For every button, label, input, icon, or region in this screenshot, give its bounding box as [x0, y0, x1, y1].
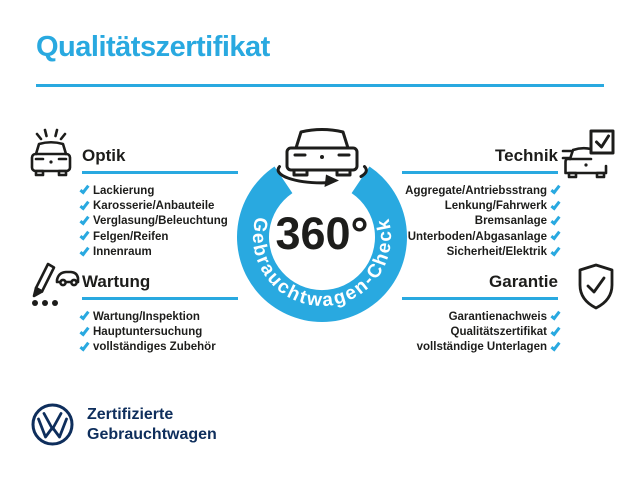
- section-wartung: [82, 272, 238, 355]
- checklist-item: Sicherheit/Elektrik: [402, 245, 558, 260]
- check-icon: [79, 184, 89, 195]
- brand-footer: [30, 402, 217, 447]
- section-optik: [82, 146, 238, 260]
- section-garantie: [402, 272, 558, 355]
- brand-claim-line1: Zertifizierte: [87, 405, 174, 423]
- section-title: Optik: [82, 146, 126, 165]
- section-title: Wartung: [82, 272, 151, 291]
- checklist-item: Verglasung/Beleuchtung: [82, 214, 238, 229]
- checklist: [82, 183, 238, 260]
- vw-logo-icon: [30, 402, 75, 447]
- check-icon: [79, 340, 89, 351]
- section-divider: [82, 171, 238, 174]
- title-divider: [36, 84, 604, 87]
- checklist-item: Garantienachweis: [402, 309, 558, 324]
- check-icon: [550, 230, 560, 241]
- checklist-item: Innenraum: [82, 245, 238, 260]
- badge-degree-label: 360°: [275, 208, 369, 259]
- check-icon: [79, 245, 89, 256]
- check-icon: [550, 325, 560, 336]
- check-icon: [79, 310, 89, 321]
- checklist-item: vollständige Unterlagen: [402, 340, 558, 355]
- check-icon: [79, 199, 89, 210]
- brand-claim-line2: Gebrauchtwagen: [87, 425, 217, 443]
- checklist-item: Qualitätszertifikat: [402, 324, 558, 339]
- page-title: Qualitätszertifikat: [36, 31, 270, 63]
- check-icon: [550, 214, 560, 225]
- checklist: [402, 183, 558, 260]
- pencil-car-checklist-icon: [23, 251, 83, 311]
- check-icon: [79, 325, 89, 336]
- check-icon: [550, 340, 560, 351]
- checklist-item: Bremsanlage: [402, 214, 558, 229]
- checklist-item: vollständiges Zubehör: [82, 340, 238, 355]
- check-icon: [550, 184, 560, 195]
- car-front-shine-icon: [23, 125, 79, 181]
- check-icon: [550, 199, 560, 210]
- checklist-item: Lenkung/Fahrwerk: [402, 198, 558, 213]
- checklist-item: Aggregate/Antriebsstrang: [402, 183, 558, 198]
- badge-ring-label: Gebrauchtwagen-Check: [247, 215, 397, 312]
- checklist-item: Unterboden/Abgasanlage: [402, 229, 558, 244]
- section-title: Garantie: [489, 272, 558, 291]
- check-icon: [550, 310, 560, 321]
- car-rotation-icon: [278, 130, 366, 188]
- checklist: [82, 309, 238, 355]
- car-checkbox-icon: [560, 125, 618, 183]
- check-icon: [550, 245, 560, 256]
- section-title: Technik: [495, 146, 558, 165]
- check-icon: [79, 214, 89, 225]
- checklist-item: Wartung/Inspektion: [82, 309, 238, 324]
- brand-claim: [87, 405, 217, 445]
- section-divider: [402, 297, 558, 300]
- 360-check-badge: [222, 120, 422, 332]
- section-divider: [82, 297, 238, 300]
- section-technik: [402, 146, 558, 260]
- section-divider: [402, 171, 558, 174]
- checklist: [402, 309, 558, 355]
- checklist-item: Felgen/Reifen: [82, 229, 238, 244]
- checklist-item: Lackierung: [82, 183, 238, 198]
- checklist-item: Hauptuntersuchung: [82, 324, 238, 339]
- check-icon: [79, 230, 89, 241]
- checklist-item: Karosserie/Anbauteile: [82, 198, 238, 213]
- shield-check-icon: [574, 261, 618, 313]
